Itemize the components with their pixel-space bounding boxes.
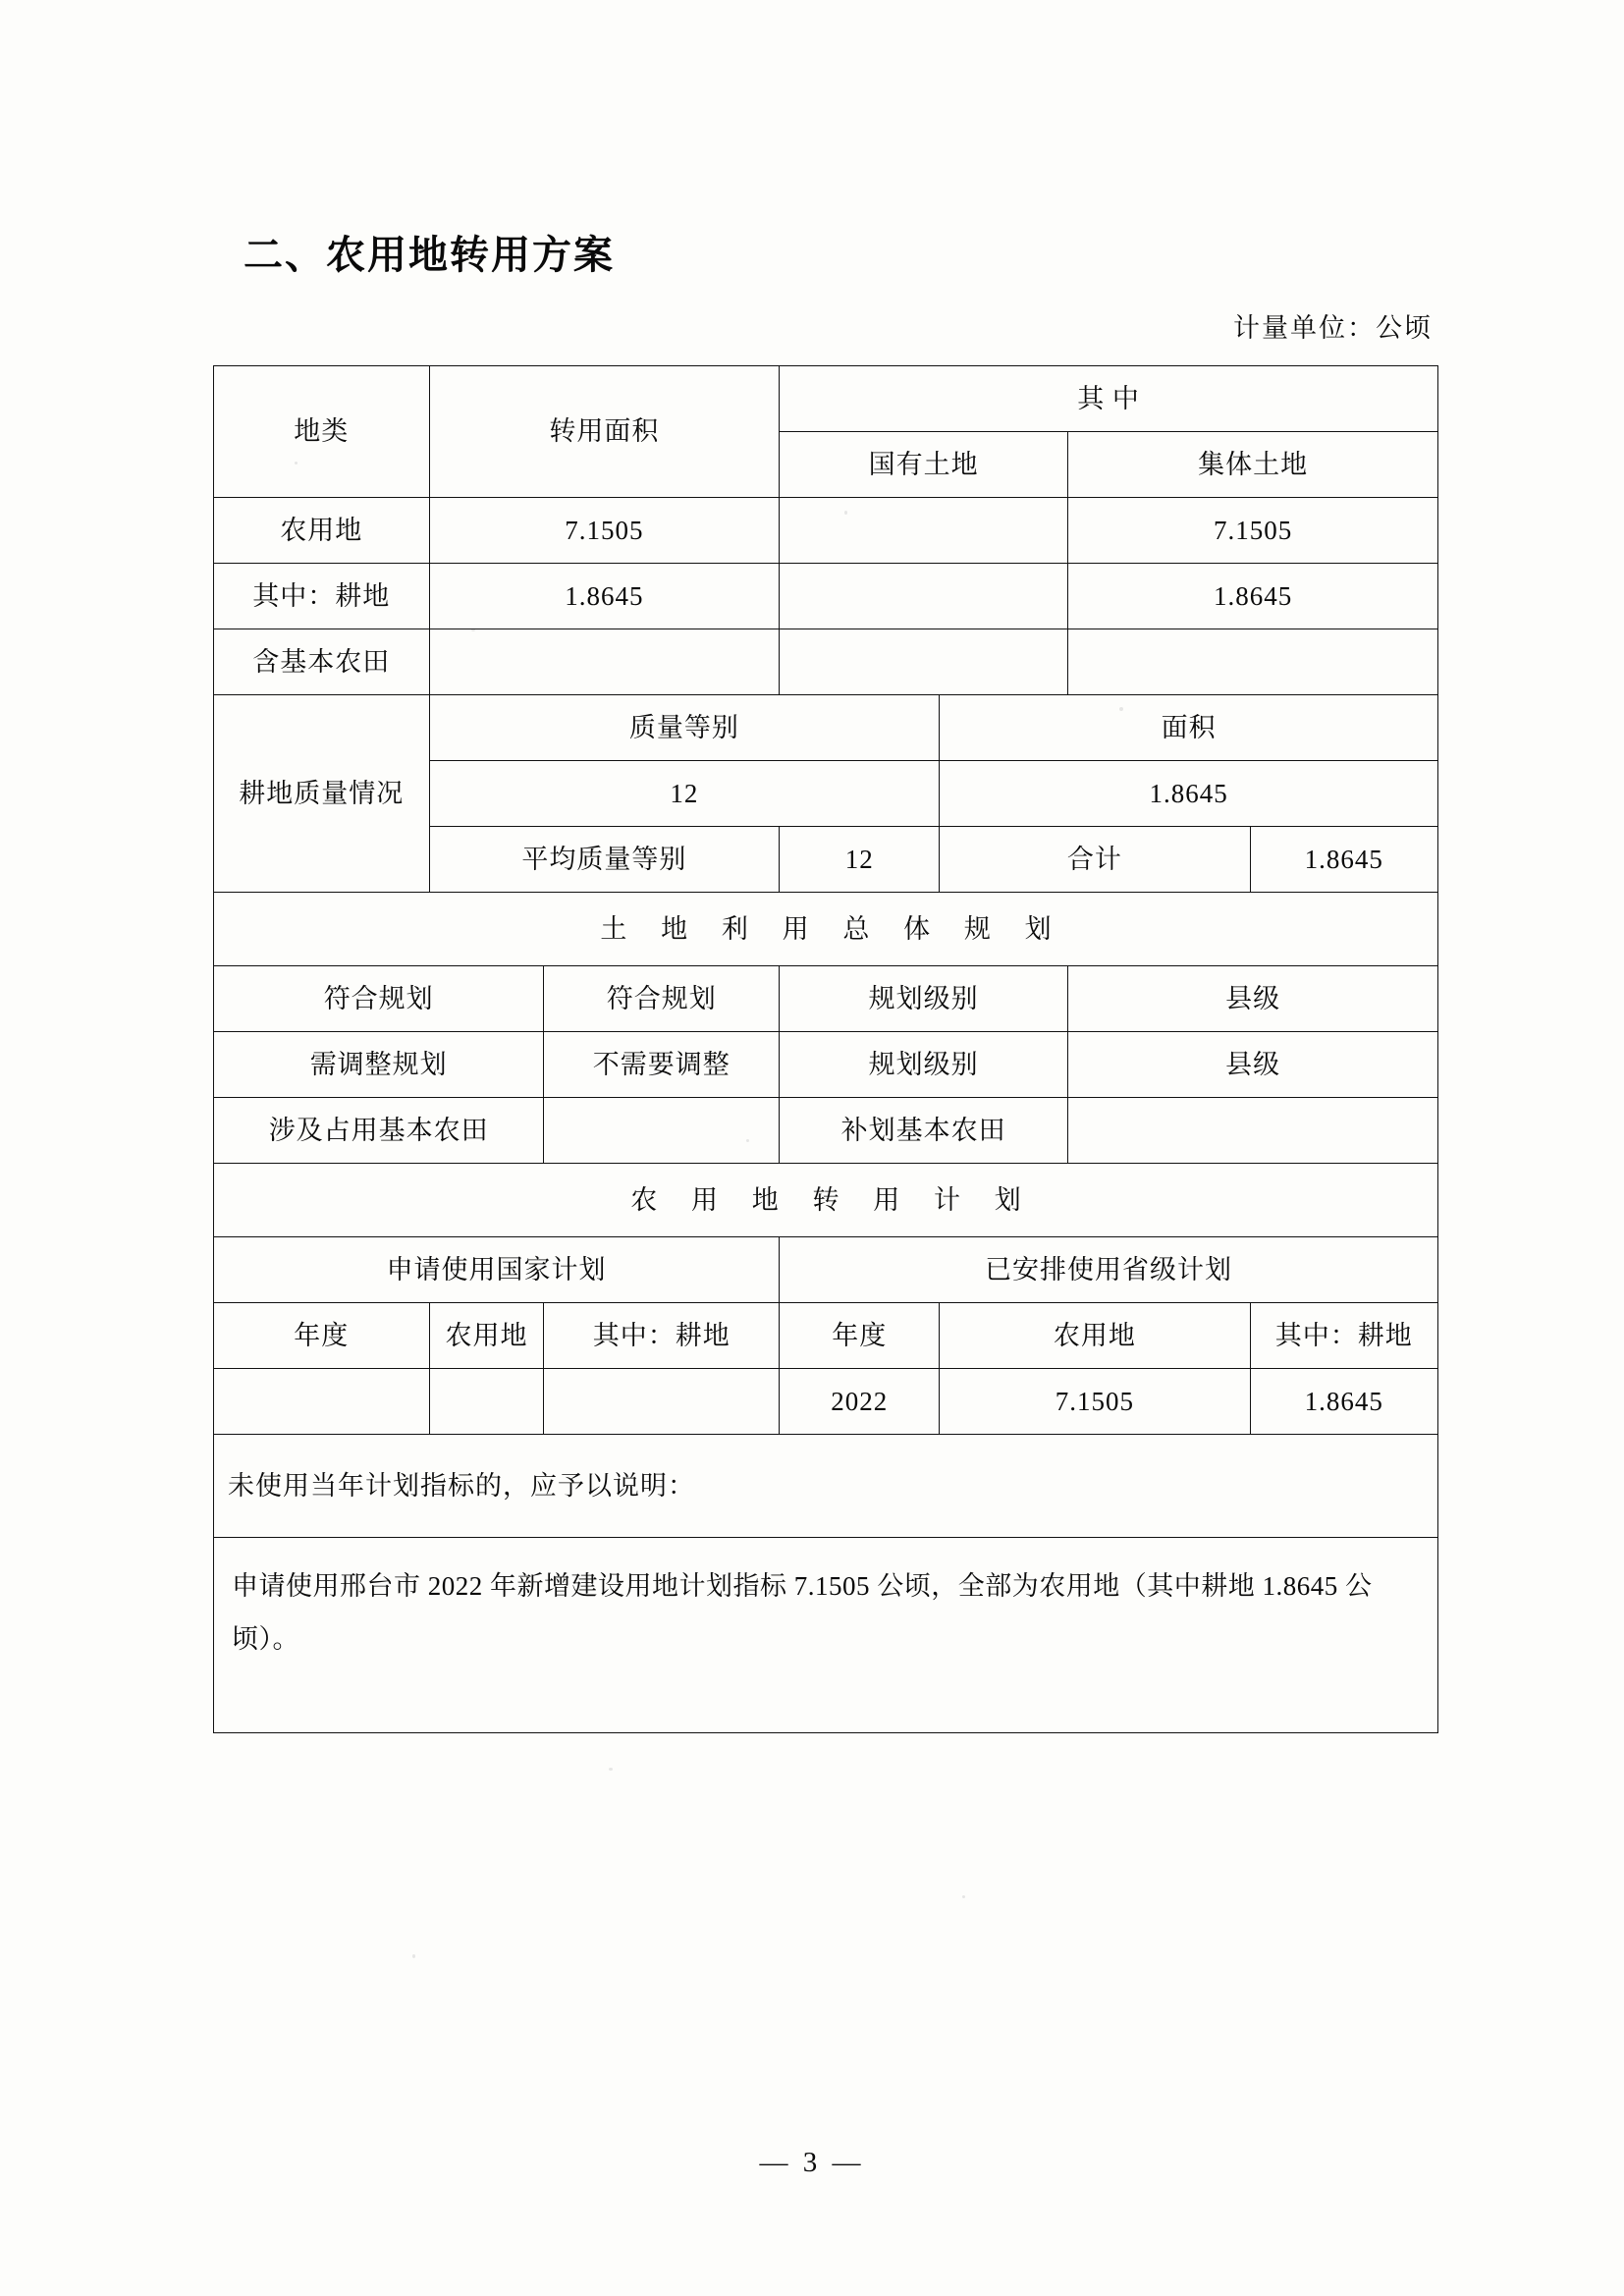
conversion-plan-band-row (214, 1164, 1438, 1237)
page-title: 二、农用地转用方案 (244, 233, 615, 277)
overall-plan-row1-col1: 符合规划 (214, 966, 544, 1032)
average-quality-grade-label: 平均质量等别 (429, 827, 780, 893)
national-value-cultivated-land (544, 1369, 780, 1435)
cell-basic-farmland-collective (1068, 629, 1438, 695)
table-header-row (214, 366, 1438, 432)
provincial-value-agricultural-land: 7.1505 (940, 1369, 1250, 1435)
row-label-agricultural-land: 农用地 (214, 498, 430, 564)
table-row (214, 1098, 1438, 1164)
national-value-year (214, 1369, 430, 1435)
quality-grade-value: 12 (429, 761, 940, 827)
overall-plan-row3-col4 (1068, 1098, 1438, 1164)
overall-plan-row3-col3: 补划基本农田 (780, 1098, 1068, 1164)
notes-body: 申请使用邢台市 2022 年新增建设用地计划指标 7.1505 公顷，全部为农用地（其中耕地 1.8645 公顷）。 (214, 1538, 1438, 1733)
quality-total-value: 1.8645 (1250, 827, 1437, 893)
overall-plan-row2-col2: 不需要调整 (544, 1032, 780, 1098)
overall-plan-row2-col3: 规划级别 (780, 1032, 1068, 1098)
provincial-col-agricultural-land: 农用地 (940, 1303, 1250, 1369)
average-quality-grade-value: 12 (780, 827, 940, 893)
cell-cultivated-collective: 1.8645 (1068, 564, 1438, 629)
conversion-plan-band-title: 农 用 地 转 用 计 划 (214, 1164, 1438, 1237)
overall-plan-row2-col1: 需调整规划 (214, 1032, 544, 1098)
row-label-cultivated-quality: 耕地质量情况 (214, 695, 430, 893)
cell-agricultural-converted-area: 7.1505 (429, 498, 780, 564)
cell-cultivated-converted-area: 1.8645 (429, 564, 780, 629)
overall-plan-row1-col2: 符合规划 (544, 966, 780, 1032)
cell-agricultural-collective: 7.1505 (1068, 498, 1438, 564)
table-row (214, 498, 1438, 564)
overall-plan-row1-col3: 规划级别 (780, 966, 1068, 1032)
row-label-basic-farmland: 含基本农田 (214, 629, 430, 695)
quality-total-label: 合计 (940, 827, 1250, 893)
overall-plan-band-row (214, 893, 1438, 966)
cell-cultivated-state-owned (780, 564, 1068, 629)
provincial-plan-header: 已安排使用省级计划 (780, 1237, 1438, 1303)
row-label-cultivated-land: 其中：耕地 (214, 564, 430, 629)
cell-basic-farmland-converted-area (429, 629, 780, 695)
quality-area-header: 面积 (940, 695, 1438, 761)
provincial-value-cultivated-land: 1.8645 (1250, 1369, 1437, 1435)
conversion-plan-values-row (214, 1369, 1438, 1435)
quality-area-value: 1.8645 (940, 761, 1438, 827)
overall-plan-row2-col4: 县级 (1068, 1032, 1438, 1098)
header-state-owned-land: 国有土地 (780, 432, 1068, 498)
notes-prompt-row (214, 1435, 1438, 1538)
provincial-value-year: 2022 (780, 1369, 940, 1435)
overall-plan-row3-col1: 涉及占用基本农田 (214, 1098, 544, 1164)
header-land-type: 地类 (214, 366, 430, 498)
overall-plan-band-title: 土 地 利 用 总 体 规 划 (214, 893, 1438, 966)
quality-grade-header: 质量等别 (429, 695, 940, 761)
table-row (214, 564, 1438, 629)
cell-agricultural-state-owned (780, 498, 1068, 564)
notes-body-row (214, 1538, 1438, 1733)
national-col-cultivated-land: 其中：耕地 (544, 1303, 780, 1369)
table-row (214, 966, 1438, 1032)
table-row (214, 1032, 1438, 1098)
header-converted-area: 转用面积 (429, 366, 780, 498)
national-col-year: 年度 (214, 1303, 430, 1369)
conversion-plan-columns-row (214, 1303, 1438, 1369)
overall-plan-row1-col4: 县级 (1068, 966, 1438, 1032)
agricultural-land-conversion-table (213, 365, 1438, 1733)
table-row (214, 629, 1438, 695)
cell-basic-farmland-state-owned (780, 629, 1068, 695)
provincial-col-year: 年度 (780, 1303, 940, 1369)
page-number-footer: — 3 — (759, 2147, 865, 2178)
notes-prompt: 未使用当年计划指标的，应予以说明： (214, 1435, 1438, 1538)
header-among-which: 其 中 (780, 366, 1438, 432)
national-value-agricultural-land (429, 1369, 544, 1435)
header-collective-land: 集体土地 (1068, 432, 1438, 498)
overall-plan-row3-col2 (544, 1098, 780, 1164)
conversion-plan-header-row (214, 1237, 1438, 1303)
provincial-col-cultivated-land: 其中：耕地 (1250, 1303, 1437, 1369)
measurement-unit-caption: 计量单位：公顷 (1233, 313, 1433, 343)
national-plan-header: 申请使用国家计划 (214, 1237, 780, 1303)
national-col-agricultural-land: 农用地 (429, 1303, 544, 1369)
quality-header-row (214, 695, 1438, 761)
